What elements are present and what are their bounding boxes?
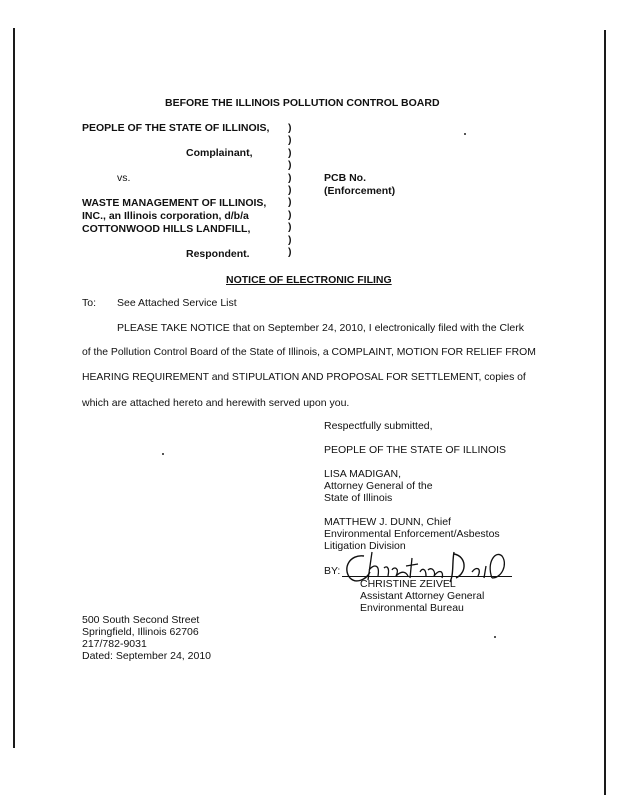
paren: ): [288, 122, 292, 134]
page-heading: BEFORE THE ILLINOIS POLLUTION CONTROL BOARD: [165, 97, 440, 109]
scan-right-edge: [604, 30, 606, 795]
people-of-state: PEOPLE OF THE STATE OF ILLINOIS: [324, 444, 507, 456]
defendant-line-1: WASTE MANAGEMENT OF ILLINOIS,: [82, 197, 267, 209]
address-phone: 217/782-9031: [82, 638, 147, 650]
chief-title-2: Litigation Division: [324, 540, 406, 552]
ag-title-2: State of Illinois: [324, 492, 393, 504]
ag-name: LISA MADIGAN,: [324, 468, 402, 480]
notice-title: NOTICE OF ELECTRONIC FILING: [226, 274, 392, 286]
scan-speck: [464, 133, 466, 135]
paren: ): [288, 134, 292, 147]
paren: ): [288, 233, 292, 246]
signer-title-2: Environmental Bureau: [360, 602, 464, 614]
by-label: BY:: [324, 565, 341, 577]
paren: ): [288, 171, 292, 184]
chief-name: MATTHEW J. DUNN, Chief: [324, 516, 451, 528]
plaintiff-name: PEOPLE OF THE STATE OF ILLINOIS,: [82, 122, 270, 134]
to-label: To:: [82, 297, 97, 309]
paren: ): [288, 159, 292, 172]
signer-title-1: Assistant Attorney General: [360, 590, 485, 602]
respondent-label: Respondent.: [186, 248, 250, 260]
dated-line: Dated: September 24, 2010: [82, 650, 212, 662]
body-line-3: HEARING REQUIREMENT and STIPULATION AND PROPOSAL FOR SETTLEMENT, copies of: [82, 372, 526, 383]
paren: ): [288, 196, 292, 209]
chief-title-1: Environmental Enforcement/Asbestos: [324, 528, 500, 540]
versus-label: vs.: [117, 172, 131, 184]
paren: ): [288, 208, 292, 221]
to-value: See Attached Service List: [117, 297, 237, 309]
caption-paren-column: [288, 122, 298, 258]
body-line-2: of the Pollution Control Board of the State of Illinois, a COMPLAINT, MOTION FOR RELIEF FROM: [82, 347, 536, 358]
body-line-1: PLEASE TAKE NOTICE that on September 24, 2010, I electronically filed with the Clerk: [117, 322, 524, 334]
address-line-2: Springfield, Illinois 62706: [82, 626, 199, 638]
enforcement-label: (Enforcement): [324, 185, 396, 197]
address-line-1: 500 South Second Street: [82, 614, 200, 626]
defendant-line-2: INC., an Illinois corporation, d/b/a: [82, 210, 249, 222]
respectfully-submitted: Respectfully submitted,: [324, 420, 433, 432]
scan-speck: [162, 453, 164, 455]
ag-title-1: Attorney General of the: [324, 480, 433, 492]
signer-name: CHRISTINE ZEIVEL: [360, 578, 456, 590]
body-line-4: which are attached hereto and herewith served upon you.: [82, 397, 350, 409]
pcb-number-label: PCB No.: [324, 172, 366, 184]
paren: ): [288, 245, 292, 258]
scan-speck: [494, 636, 496, 638]
paren: ): [288, 221, 292, 234]
complainant-label: Complainant,: [186, 147, 253, 159]
paren: ): [288, 146, 292, 159]
paren: ): [288, 183, 292, 196]
scan-left-edge: [13, 28, 15, 748]
defendant-line-3: COTTONWOOD HILLS LANDFILL,: [82, 223, 251, 235]
